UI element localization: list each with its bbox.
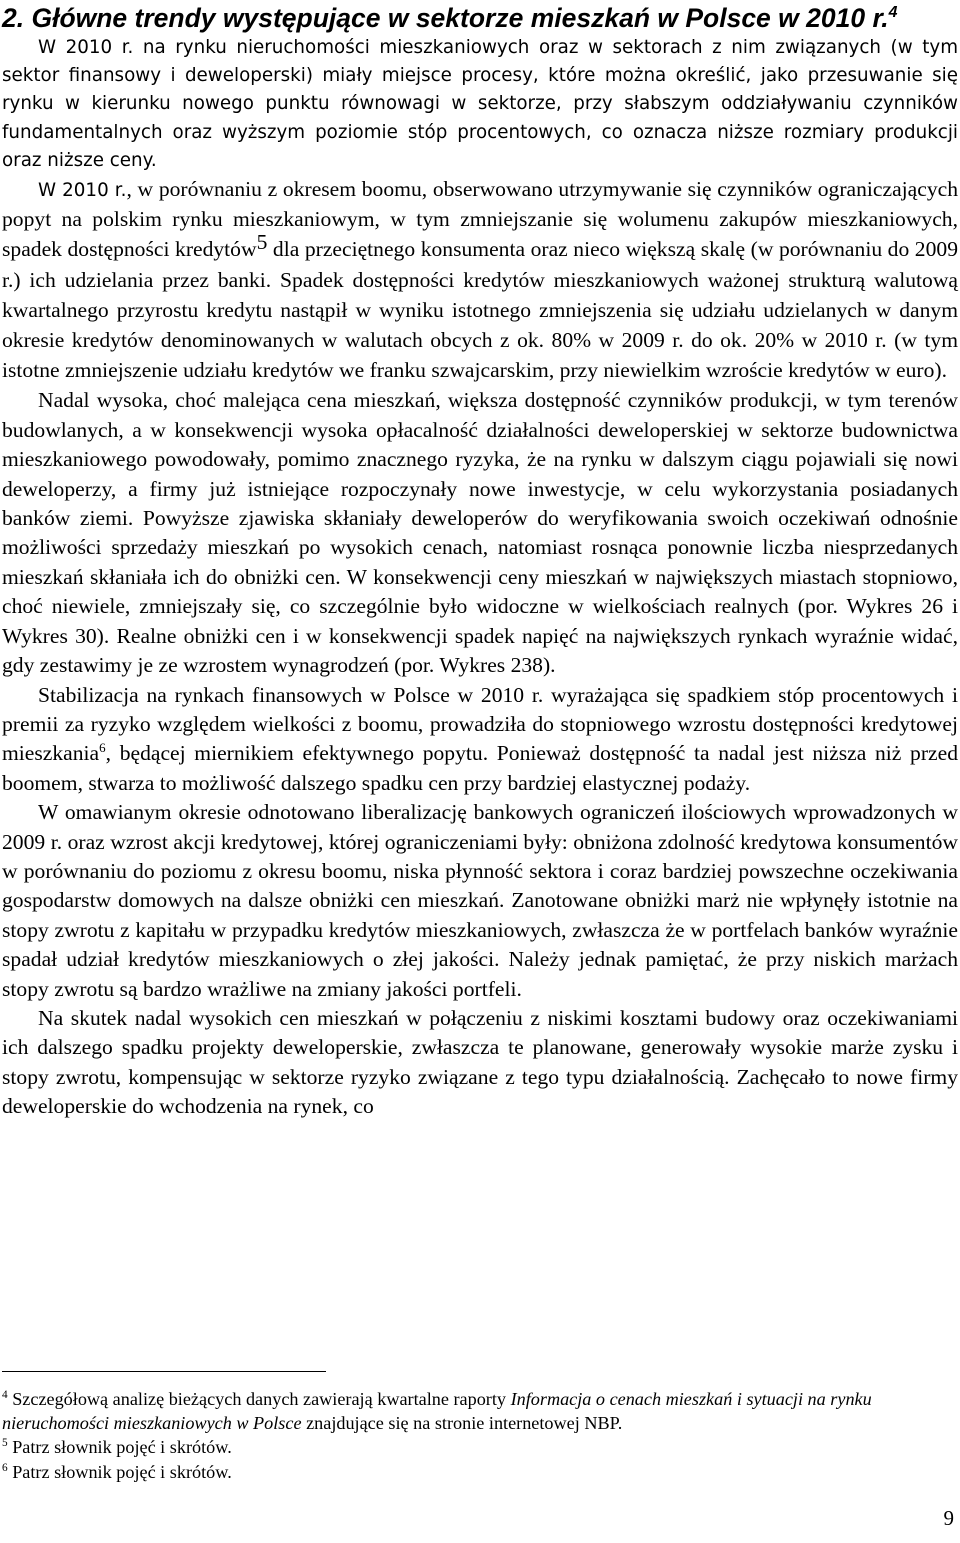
paragraph-2-body-b: dla przeciętnego konsumenta oraz nieco większą skalę (w porównaniu do 2009 r.) ich udzielania przez banki. Spadek dostępności kredytów mieszkaniowych ważonej strukturą walutową kwartalnego przyrostu kredytu nastąpił w wyniku istotnego zmniejszenia się udziału udzielanych w danym okresie kredytów denominowanych w walutach obcych z ok. 80% w 2009 r. do ok. 20% w 2010 r. (w tym istotne zmniejszenie udziału kredytów we franku szwajcarskim, przy niewielkim wzroście kredytów w euro). — [2, 237, 958, 383]
footnote-num: 4 — [2, 1388, 8, 1401]
footnote-text: znajdujące się na stronie internetowej NBP. — [301, 1413, 623, 1434]
footnote-report-title: Informacja o cenach mieszkań i sytuacji na rynku nieruchomości mieszkaniowych w Polsce — [2, 1389, 872, 1434]
paragraph-2-lead: W 2010 r. — [38, 180, 127, 202]
footnote-text: Patrz słownik pojęć i skrótów. — [7, 1437, 232, 1458]
footnote-text: Szczegółową analizę bieżących danych zawierają kwartalne raporty — [7, 1389, 511, 1409]
document-page — [2, 0, 958, 1122]
footnote-num: 5 — [2, 1437, 8, 1450]
paragraph-4-body-b: , będącej miernikiem efektywnego popytu. Ponieważ dostępność ta nadal jest niższa niż przed boomem, stwarza to możliwość dalszego spadku cen przy bardziej elastycznej podaży. — [2, 741, 958, 795]
footnote-ref-5: 5 — [256, 230, 268, 255]
section-heading — [2, 0, 958, 34]
footnote-5 — [2, 1435, 958, 1459]
paragraph-2-body-a: , w porównaniu z okresem boomu, obserwowano utrzymywanie się czynników ograniczających popyt na polskim rynku mieszkaniowym, w tym zmniejszanie się wolumenu zakupów mieszkaniowych, spadek dostępności kredytów — [2, 177, 959, 262]
footnote-text: Patrz słownik pojęć i skrótów. — [7, 1461, 232, 1482]
paragraph-4-body-a: Stabilizacja na rynkach finansowych w Polsce w 2010 r. wyrażająca się spadkiem stóp procentowych i premii za ryzyko względem wielkości z boomu, prowadziła do stopniowego wzrostu dostępności kredytowej mieszkania — [2, 682, 958, 766]
paragraph-3: Nadal wysoka, choć malejąca cena mieszkań, większa dostępność czynników produkcji, w tym terenów budowlanych, a w konsekwencji wysoka opłacalność działalności deweloperskiej w sektorze budownictwa mieszkaniowego powodowały, pomimo znacznego ryzyka, że na rynku w dalszym ciągu pojawiali się nowi deweloperzy, a firmy już istniejące rozpoczynały nowe inwestycje, w celu wykorzystania posiadanych banków ziemi. Powyższe zjawiska skłaniały deweloperów do weryfikowania swoich oczekiwań odnośnie możliwości sprzedaży mieszkań po wysokich cenach, natomiast rosnąca ponownie liczba niesprzedanych mieszkań skłaniała ich do obniżki cen. W konsekwencji ceny mieszkań w największych miastach stopniowo, choć niewiele, zmniejszały się, co szczególnie było widoczne w wielkościach realnych (por. Wykres 26 i Wykres 30). Realne obniżki cen i w konsekwencji spadek napięć na największych rynkach wyraźnie widać, gdy zestawimy je ze wzrostem wynagrodzeń (por. Wykres 238). — [2, 388, 958, 678]
footnote-separator — [2, 1371, 326, 1372]
paragraph-6: Na skutek nadal wysokich cen mieszkań w połączeniu z niskimi kosztami budowy oraz oczekiwaniami ich dalszego spadku projekty deweloperskie, zwłaszcza te planowane, generowały wysokie marże zysku i stopy zwrotu, kompensując w sektorze ryzyko związane z tego typu działalnością. Zachęcało to nowe firmy deweloperskie do wchodzenia na rynek, co — [2, 1005, 958, 1119]
footnote-6 — [2, 1460, 958, 1484]
paragraph-5: W omawianym okresie odnotowano liberalizację bankowych ograniczeń ilościowych wprowadzonych w 2009 r. oraz wzrost akcji kredytowej, której ograniczeniami były: obniżona zdolność kredytowa konsumentów w porównaniu do poziomu z okresu boomu, niska płynność sektora i coraz bardziej powszechne oczekiwania gospodarstw domowych na dalsze obniżki cen mieszkań. Zanotowane obniżki marż nie wpłynęły istotnie na stopy zwrotu z kapitału w przypadku kredytów mieszkaniowych, zwłaszcza że w portfelach banków wyraźnie spadał udział kredytów mieszkaniowych o złej jakości. Należy jednak pamiętać, że przy niskich marżach stopy zwrotu są bardzo wrażliwe na zmiany jakości portfeli. — [2, 800, 958, 1001]
footnote-4 — [2, 1387, 958, 1435]
footnote-ref-6: 6 — [99, 740, 106, 756]
paragraph-4 — [2, 681, 958, 799]
paragraph-2 — [2, 175, 958, 386]
paragraph-1: W 2010 r. na rynku nieruchomości mieszkaniowych oraz w sektorach z nim związanych (w tym sektor finansowy i deweloperski) miały miejsce procesy, które można określić, jako przesuwanie się rynku w kierunku nowego punktu równowagi w sektorze, przy słabszym oddziaływaniu czynników fundamentalnych oraz wyższym poziomie stóp procentowych, co oznacza niższe rozmiary produkcji oraz niższe ceny. — [2, 37, 958, 171]
footnotes — [2, 1387, 958, 1484]
page-number: 9 — [943, 1506, 954, 1530]
footnote-num: 6 — [2, 1461, 8, 1474]
heading-footnote-ref: 4 — [888, 4, 898, 22]
heading-text: 2. Główne trendy występujące w sektorze mieszkań w Polsce w 2010 r. — [2, 3, 889, 33]
